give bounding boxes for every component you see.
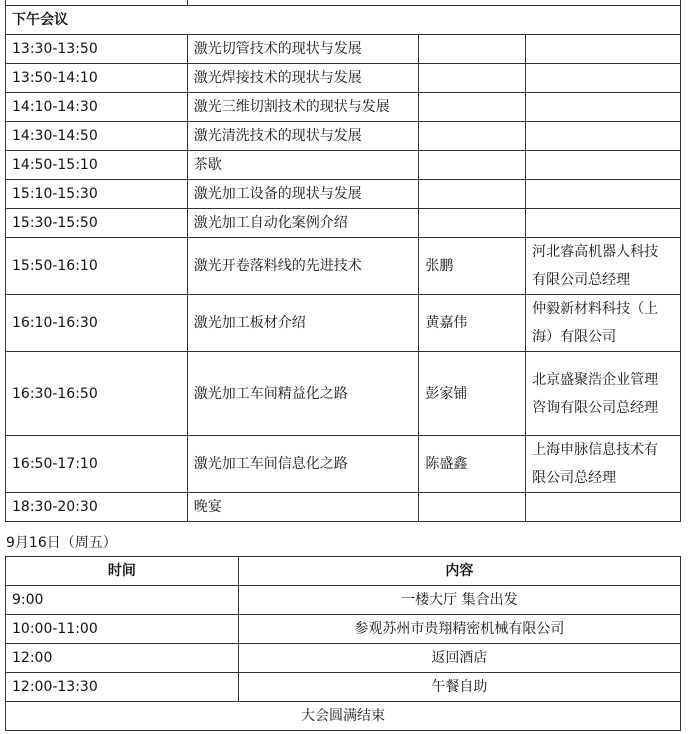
time-cell: 16:10-16:30 <box>6 295 188 352</box>
day2-time-cell: 12:00-13:30 <box>6 673 239 702</box>
topic-cell: 激光加工车间精益化之路 <box>187 352 419 436</box>
affiliation-cell <box>526 93 681 122</box>
schedule-row <box>6 180 681 209</box>
day2-row <box>6 615 681 644</box>
topic-cell: 晚宴 <box>187 493 419 522</box>
day2-content-cell: 一楼大厅 集合出发 <box>238 586 680 615</box>
topic-cell: 激光加工车间信息化之路 <box>187 436 419 493</box>
topic-cell: 激光开卷落料线的先进技术 <box>187 238 419 295</box>
affiliation-cell <box>526 64 681 93</box>
schedule-row <box>6 151 681 180</box>
section-header-row <box>6 6 681 35</box>
topic-cell: 激光三维切割技术的现状与发展 <box>187 93 419 122</box>
schedule-row <box>6 122 681 151</box>
time-cell: 14:10-14:30 <box>6 93 188 122</box>
day2-header-time: 时间 <box>6 557 239 586</box>
speaker-cell: 彭家铺 <box>419 352 526 436</box>
affiliation-cell: 上海申脉信息技术有限公司总经理 <box>526 436 681 493</box>
affiliation-cell <box>526 122 681 151</box>
topic-cell: 激光加工板材介绍 <box>187 295 419 352</box>
section-title: 下午会议 <box>6 6 681 35</box>
affiliation-cell <box>526 493 681 522</box>
topic-cell: 激光焊接技术的现状与发展 <box>187 64 419 93</box>
day2-date-title: 9月16日（周五） <box>6 535 117 551</box>
affiliation-cell <box>526 180 681 209</box>
afternoon-schedule-table <box>5 0 681 522</box>
day2-content-cell: 参观苏州市贵翔精密机械有限公司 <box>238 615 680 644</box>
day2-content-cell: 午餐自助 <box>238 673 680 702</box>
day2-header-content: 内容 <box>238 557 680 586</box>
schedule-row <box>6 295 681 352</box>
speaker-cell <box>419 122 526 151</box>
speaker-cell <box>419 93 526 122</box>
time-cell: 13:30-13:50 <box>6 35 188 64</box>
speaker-cell: 黄嘉伟 <box>419 295 526 352</box>
time-cell: 14:30-14:50 <box>6 122 188 151</box>
affiliation-cell <box>526 151 681 180</box>
day2-row <box>6 644 681 673</box>
speaker-cell <box>419 64 526 93</box>
time-cell: 16:50-17:10 <box>6 436 188 493</box>
affiliation-cell <box>526 35 681 64</box>
time-cell: 15:50-16:10 <box>6 238 188 295</box>
day2-row <box>6 673 681 702</box>
day2-time-cell: 12:00 <box>6 644 239 673</box>
time-cell: 15:10-15:30 <box>6 180 188 209</box>
speaker-cell: 陈盛鑫 <box>419 436 526 493</box>
speaker-cell: 张鹏 <box>419 238 526 295</box>
affiliation-cell: 河北睿高机器人科技有限公司总经理 <box>526 238 681 295</box>
day2-row <box>6 586 681 615</box>
topic-cell: 激光切管技术的现状与发展 <box>187 35 419 64</box>
speaker-cell <box>419 35 526 64</box>
schedule-row <box>6 352 681 436</box>
day2-schedule-table <box>5 556 681 731</box>
speaker-cell <box>419 209 526 238</box>
topic-cell: 激光清洗技术的现状与发展 <box>187 122 419 151</box>
time-cell: 16:30-16:50 <box>6 352 188 436</box>
closing-row <box>6 702 681 731</box>
day2-time-cell: 10:00-11:00 <box>6 615 239 644</box>
time-cell: 13:50-14:10 <box>6 64 188 93</box>
time-cell: 18:30-20:30 <box>6 493 188 522</box>
speaker-cell <box>419 180 526 209</box>
day2-content-cell: 返回酒店 <box>238 644 680 673</box>
topic-cell: 激光加工设备的现状与发展 <box>187 180 419 209</box>
closing-text: 大会圆满结束 <box>6 702 681 731</box>
affiliation-cell: 仲毅新材料科技（上海）有限公司 <box>526 295 681 352</box>
affiliation-cell: 北京盛聚浩企业管理咨询有限公司总经理 <box>526 352 681 436</box>
schedule-row <box>6 64 681 93</box>
schedule-row <box>6 35 681 64</box>
speaker-cell <box>419 493 526 522</box>
schedule-row <box>6 209 681 238</box>
schedule-row <box>6 238 681 295</box>
speaker-cell <box>419 151 526 180</box>
schedule-row <box>6 493 681 522</box>
day2-header-row <box>6 557 681 586</box>
affiliation-cell <box>526 209 681 238</box>
schedule-row <box>6 436 681 493</box>
day2-time-cell: 9:00 <box>6 586 239 615</box>
schedule-row <box>6 93 681 122</box>
topic-cell: 激光加工自动化案例介绍 <box>187 209 419 238</box>
topic-cell: 茶歇 <box>187 151 419 180</box>
time-cell: 15:30-15:50 <box>6 209 188 238</box>
time-cell: 14:50-15:10 <box>6 151 188 180</box>
